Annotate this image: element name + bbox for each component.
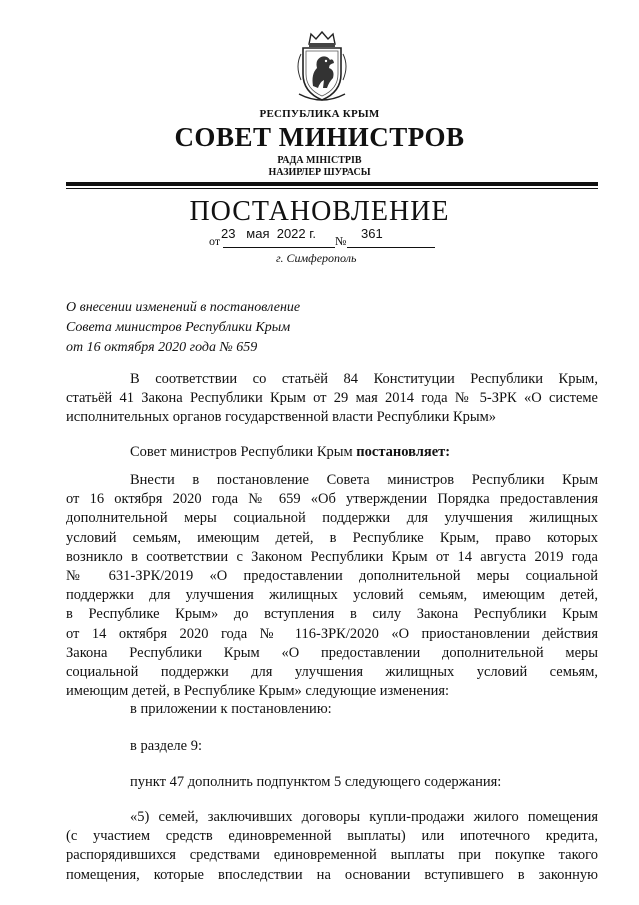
amendment-paragraph (66, 808, 598, 885)
paragraph-line: помещения, которые впоследствии на основании вступившего в законную (66, 866, 598, 883)
number-underline (347, 247, 435, 248)
paragraph-line: условий семьям, имеющим детей, в Республике Крым, право которых (66, 529, 598, 546)
paragraph-line: Закона Республики Крым «О предоставлении дополнительной меры (66, 644, 598, 661)
clause-line: пункт 47 дополнить подпунктом 5 следующего содержания: (130, 774, 502, 790)
number-value: 361 (361, 226, 383, 241)
subject-line: от 16 октября 2020 года № 659 (66, 340, 258, 355)
document-subject (66, 298, 386, 358)
preamble-paragraph (66, 370, 598, 428)
paragraph-line: в Республике Крым» до вступления в силу Закона Республики Крым (66, 606, 598, 623)
council-title-ukrainian: РАДА МІНІСТРІВ (277, 155, 362, 166)
subject-line: О внесении изменений в постановление (66, 300, 301, 315)
republic-name: РЕСПУБЛИКА КРЫМ (259, 108, 380, 120)
paragraph-line: социальной поддержки для улучшения жилищных условий семьям, (66, 664, 598, 681)
paragraph-line: дополнительной меры социальной поддержки для улучшения жилищных (66, 510, 598, 527)
paragraph-line: «5) семей, заключивших договоры купли-продажи жилого помещения (130, 809, 598, 825)
council-title-crimean-tatar: НАЗИРЛЕР ШУРАСЫ (268, 167, 371, 178)
section-line: в разделе 9: (130, 738, 203, 754)
paragraph-line: поддержки для улучшения жилищных условий семьям, имеющим детей, (66, 587, 598, 604)
paragraph-line: № 631-ЗРК/2019 «О предоставлении дополнительной меры социальной (66, 568, 598, 585)
date-number-line (209, 226, 439, 248)
paragraph-line: возникло в соответствии с Законом Республики Крым от 14 августа 2019 года (66, 548, 598, 565)
paragraph-line: от 14 октября 2020 года № 116-ЗРК/2020 «О приостановлении действия (66, 625, 598, 642)
paragraph-line: от 16 октября 2020 года № 659 «Об утверждении Порядка предоставления (66, 491, 598, 508)
resolution-verb: постановляет: (356, 444, 451, 460)
header-rule-thin (66, 188, 598, 189)
resolution-text: Совет министров Республики Крым (130, 444, 353, 460)
paragraph-line: распорядившихся средствами единовременной выплаты при покупке такого (66, 847, 598, 864)
header-rule-thick (66, 182, 598, 186)
paragraph-line: (с участием средств единовременной выплаты) или ипотечного кредита, (66, 828, 598, 845)
paragraph-line: Внести в постановление Совета министров Республики Крым (130, 472, 598, 488)
paragraph-line: В соответствии со статьёй 84 Конституции Республики Крым, (130, 371, 598, 387)
date-underline (223, 247, 335, 248)
crimea-coat-of-arms-emblem (293, 30, 351, 104)
paragraph-line: статьёй 41 Закона Республики Крым от 29 мая 2014 года № 5-ЗРК «О системе (66, 390, 598, 407)
date-prefix: от (209, 234, 221, 248)
appendix-line: в приложении к постановлению: (130, 701, 332, 717)
resolution-line (130, 444, 450, 461)
paragraph-line: имеющим детей, в Республике Крым» следующие изменения: (66, 683, 450, 700)
city-name: г. Симферополь (276, 251, 357, 265)
paragraph-line: исполнительных органов государственной власти Республики Крым» (66, 409, 497, 426)
document-type-heading: ПОСТАНОВЛЕНИЕ (189, 196, 450, 227)
date-value: 23 мая 2022 г. (221, 226, 317, 241)
main-paragraph (66, 471, 598, 701)
subject-line: Совета министров Республики Крым (66, 320, 291, 335)
number-prefix: № (335, 234, 347, 248)
council-title: СОВЕТ МИНИСТРОВ (174, 122, 465, 152)
